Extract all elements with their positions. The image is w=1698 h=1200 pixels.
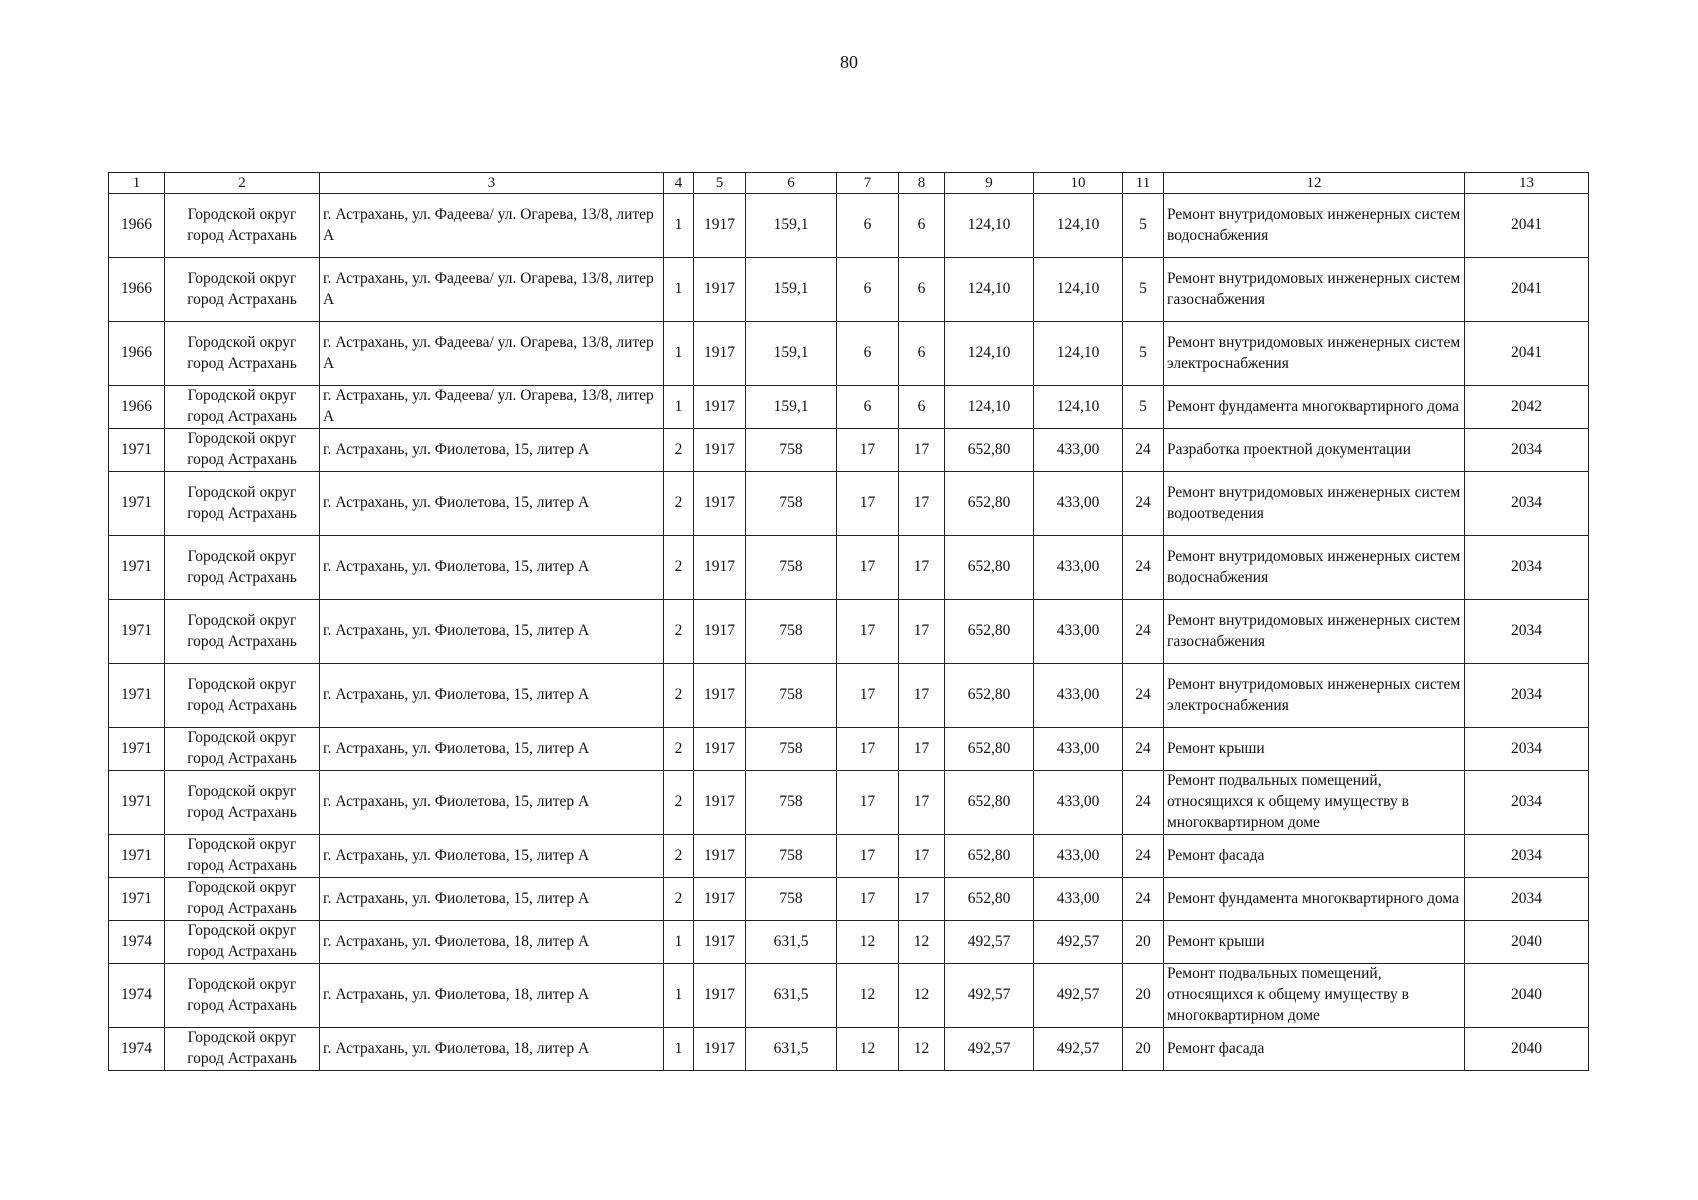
apartments-residential-cell: 12: [899, 921, 945, 964]
table-row: [109, 472, 1589, 536]
header-cell: 10: [1034, 173, 1123, 194]
building-count-cell: 1: [664, 258, 694, 322]
address-cell: г. Астрахань, ул. Фиолетова, 15, литер А: [320, 664, 664, 728]
table-row: [109, 258, 1589, 322]
building-count-cell: 2: [664, 771, 694, 835]
apartments-total-cell: 17: [837, 728, 899, 771]
header-cell: 7: [837, 173, 899, 194]
apartments-residential-cell: 6: [899, 322, 945, 386]
header-cell: 1: [109, 173, 165, 194]
residents-cell: 5: [1123, 258, 1164, 322]
apartments-residential-cell: 17: [899, 835, 945, 878]
apartments-residential-cell: 17: [899, 771, 945, 835]
residents-cell: 24: [1123, 600, 1164, 664]
residential-area-cell: 124,10: [945, 386, 1034, 429]
row-number-cell: 1971: [109, 472, 165, 536]
table-row: [109, 600, 1589, 664]
table-row: [109, 664, 1589, 728]
residential-area-cell: 652,80: [945, 664, 1034, 728]
residents-cell: 24: [1123, 536, 1164, 600]
apartments-total-cell: 17: [837, 536, 899, 600]
row-number-cell: 1971: [109, 664, 165, 728]
table-row: [109, 878, 1589, 921]
address-cell: г. Астрахань, ул. Фадеева/ ул. Огарева, 13/8, литер А: [320, 386, 664, 429]
residents-cell: 24: [1123, 771, 1164, 835]
municipality-cell: Городской округ город Астрахань: [165, 835, 320, 878]
residential-area-cell: 652,80: [945, 728, 1034, 771]
table-row: [109, 536, 1589, 600]
municipality-cell: Городской округ город Астрахань: [165, 771, 320, 835]
address-cell: г. Астрахань, ул. Фиолетова, 15, литер А: [320, 472, 664, 536]
planned-year-cell: 2034: [1465, 835, 1589, 878]
table-row: [109, 771, 1589, 835]
header-cell: 11: [1123, 173, 1164, 194]
apartments-residential-cell: 6: [899, 194, 945, 258]
residents-cell: 24: [1123, 878, 1164, 921]
apartments-residential-cell: 6: [899, 386, 945, 429]
work-type-cell: Ремонт внутридомовых инженерных систем водоотведения: [1164, 472, 1465, 536]
apartments-total-cell: 17: [837, 878, 899, 921]
total-area-cell: 758: [746, 835, 837, 878]
work-type-cell: Разработка проектной документации: [1164, 429, 1465, 472]
address-cell: г. Астрахань, ул. Фиолетова, 15, литер А: [320, 835, 664, 878]
planned-year-cell: 2034: [1465, 536, 1589, 600]
row-number-cell: 1971: [109, 600, 165, 664]
residential-area-cell: 124,10: [945, 322, 1034, 386]
residential-area-cell: 652,80: [945, 536, 1034, 600]
table-row: [109, 386, 1589, 429]
municipality-cell: Городской округ город Астрахань: [165, 921, 320, 964]
year-built-cell: 1917: [694, 386, 746, 429]
residents-cell: 5: [1123, 322, 1164, 386]
header-row: [109, 173, 1589, 194]
table-body: [109, 194, 1589, 1071]
municipality-cell: Городской округ город Астрахань: [165, 536, 320, 600]
residential-area-cell: 492,57: [945, 964, 1034, 1028]
year-built-cell: 1917: [694, 322, 746, 386]
capital-repair-table: [108, 172, 1589, 1071]
residents-cell: 24: [1123, 664, 1164, 728]
row-number-cell: 1971: [109, 728, 165, 771]
year-built-cell: 1917: [694, 728, 746, 771]
work-type-cell: Ремонт подвальных помещений, относящихся к общему имуществу в многоквартирном доме: [1164, 964, 1465, 1028]
table-row: [109, 728, 1589, 771]
private-area-cell: 124,10: [1034, 322, 1123, 386]
planned-year-cell: 2040: [1465, 1028, 1589, 1071]
address-cell: г. Астрахань, ул. Фиолетова, 15, литер А: [320, 429, 664, 472]
residential-area-cell: 652,80: [945, 600, 1034, 664]
planned-year-cell: 2034: [1465, 771, 1589, 835]
municipality-cell: Городской округ город Астрахань: [165, 472, 320, 536]
apartments-residential-cell: 12: [899, 964, 945, 1028]
apartments-residential-cell: 17: [899, 600, 945, 664]
year-built-cell: 1917: [694, 472, 746, 536]
building-count-cell: 2: [664, 728, 694, 771]
header-cell: 8: [899, 173, 945, 194]
planned-year-cell: 2042: [1465, 386, 1589, 429]
address-cell: г. Астрахань, ул. Фиолетова, 18, литер А: [320, 964, 664, 1028]
building-count-cell: 1: [664, 1028, 694, 1071]
year-built-cell: 1917: [694, 878, 746, 921]
work-type-cell: Ремонт фасада: [1164, 1028, 1465, 1071]
total-area-cell: 758: [746, 429, 837, 472]
residents-cell: 20: [1123, 964, 1164, 1028]
row-number-cell: 1966: [109, 386, 165, 429]
building-count-cell: 1: [664, 921, 694, 964]
residential-area-cell: 652,80: [945, 429, 1034, 472]
table-row: [109, 835, 1589, 878]
header-cell: 12: [1164, 173, 1465, 194]
planned-year-cell: 2041: [1465, 322, 1589, 386]
planned-year-cell: 2041: [1465, 194, 1589, 258]
residents-cell: 20: [1123, 921, 1164, 964]
table-row: [109, 1028, 1589, 1071]
municipality-cell: Городской округ город Астрахань: [165, 664, 320, 728]
total-area-cell: 758: [746, 771, 837, 835]
municipality-cell: Городской округ город Астрахань: [165, 194, 320, 258]
municipality-cell: Городской округ город Астрахань: [165, 600, 320, 664]
total-area-cell: 631,5: [746, 964, 837, 1028]
work-type-cell: Ремонт фасада: [1164, 835, 1465, 878]
total-area-cell: 159,1: [746, 258, 837, 322]
year-built-cell: 1917: [694, 536, 746, 600]
work-type-cell: Ремонт внутридомовых инженерных систем газоснабжения: [1164, 258, 1465, 322]
total-area-cell: 159,1: [746, 322, 837, 386]
residents-cell: 24: [1123, 472, 1164, 536]
municipality-cell: Городской округ город Астрахань: [165, 258, 320, 322]
residents-cell: 5: [1123, 386, 1164, 429]
address-cell: г. Астрахань, ул. Фиолетова, 18, литер А: [320, 1028, 664, 1071]
row-number-cell: 1966: [109, 258, 165, 322]
header-cell: 5: [694, 173, 746, 194]
building-count-cell: 1: [664, 964, 694, 1028]
apartments-total-cell: 17: [837, 472, 899, 536]
year-built-cell: 1917: [694, 964, 746, 1028]
table-row: [109, 429, 1589, 472]
year-built-cell: 1917: [694, 194, 746, 258]
apartments-total-cell: 6: [837, 194, 899, 258]
building-count-cell: 2: [664, 835, 694, 878]
municipality-cell: Городской округ город Астрахань: [165, 1028, 320, 1071]
planned-year-cell: 2041: [1465, 258, 1589, 322]
page-number: 80: [840, 52, 858, 72]
work-type-cell: Ремонт фундамента многоквартирного дома: [1164, 386, 1465, 429]
private-area-cell: 492,57: [1034, 964, 1123, 1028]
apartments-total-cell: 12: [837, 1028, 899, 1071]
residential-area-cell: 652,80: [945, 835, 1034, 878]
year-built-cell: 1917: [694, 258, 746, 322]
total-area-cell: 758: [746, 878, 837, 921]
private-area-cell: 433,00: [1034, 771, 1123, 835]
total-area-cell: 758: [746, 728, 837, 771]
apartments-total-cell: 12: [837, 921, 899, 964]
apartments-total-cell: 6: [837, 386, 899, 429]
planned-year-cell: 2034: [1465, 600, 1589, 664]
apartments-total-cell: 6: [837, 322, 899, 386]
apartments-total-cell: 6: [837, 258, 899, 322]
private-area-cell: 433,00: [1034, 600, 1123, 664]
municipality-cell: Городской округ город Астрахань: [165, 964, 320, 1028]
planned-year-cell: 2034: [1465, 664, 1589, 728]
municipality-cell: Городской округ город Астрахань: [165, 728, 320, 771]
address-cell: г. Астрахань, ул. Фиолетова, 15, литер А: [320, 771, 664, 835]
private-area-cell: 433,00: [1034, 536, 1123, 600]
row-number-cell: 1974: [109, 964, 165, 1028]
planned-year-cell: 2040: [1465, 964, 1589, 1028]
private-area-cell: 433,00: [1034, 472, 1123, 536]
year-built-cell: 1917: [694, 771, 746, 835]
apartments-total-cell: 17: [837, 771, 899, 835]
year-built-cell: 1917: [694, 664, 746, 728]
apartments-residential-cell: 17: [899, 472, 945, 536]
private-area-cell: 433,00: [1034, 728, 1123, 771]
building-count-cell: 1: [664, 386, 694, 429]
address-cell: г. Астрахань, ул. Фиолетова, 15, литер А: [320, 600, 664, 664]
table-row: [109, 322, 1589, 386]
building-count-cell: 2: [664, 600, 694, 664]
apartments-residential-cell: 17: [899, 728, 945, 771]
apartments-total-cell: 17: [837, 600, 899, 664]
residential-area-cell: 124,10: [945, 194, 1034, 258]
apartments-residential-cell: 17: [899, 536, 945, 600]
private-area-cell: 124,10: [1034, 386, 1123, 429]
table-row: [109, 964, 1589, 1028]
address-cell: г. Астрахань, ул. Фадеева/ ул. Огарева, 13/8, литер А: [320, 322, 664, 386]
address-cell: г. Астрахань, ул. Фиолетова, 15, литер А: [320, 536, 664, 600]
municipality-cell: Городской округ город Астрахань: [165, 386, 320, 429]
apartments-residential-cell: 17: [899, 878, 945, 921]
residential-area-cell: 652,80: [945, 771, 1034, 835]
work-type-cell: Ремонт фундамента многоквартирного дома: [1164, 878, 1465, 921]
row-number-cell: 1974: [109, 921, 165, 964]
address-cell: г. Астрахань, ул. Фадеева/ ул. Огарева, 13/8, литер А: [320, 258, 664, 322]
apartments-total-cell: 17: [837, 835, 899, 878]
residential-area-cell: 652,80: [945, 472, 1034, 536]
work-type-cell: Ремонт крыши: [1164, 921, 1465, 964]
private-area-cell: 433,00: [1034, 878, 1123, 921]
row-number-cell: 1971: [109, 878, 165, 921]
address-cell: г. Астрахань, ул. Фиолетова, 15, литер А: [320, 878, 664, 921]
work-type-cell: Ремонт внутридомовых инженерных систем водоснабжения: [1164, 536, 1465, 600]
apartments-residential-cell: 17: [899, 429, 945, 472]
residents-cell: 5: [1123, 194, 1164, 258]
private-area-cell: 433,00: [1034, 835, 1123, 878]
apartments-total-cell: 12: [837, 964, 899, 1028]
total-area-cell: 159,1: [746, 194, 837, 258]
building-count-cell: 1: [664, 322, 694, 386]
row-number-cell: 1971: [109, 771, 165, 835]
row-number-cell: 1971: [109, 536, 165, 600]
apartments-residential-cell: 6: [899, 258, 945, 322]
work-type-cell: Ремонт подвальных помещений, относящихся к общему имуществу в многоквартирном доме: [1164, 771, 1465, 835]
column-number-header: [109, 173, 1589, 194]
work-type-cell: Ремонт внутридомовых инженерных систем электроснабжения: [1164, 664, 1465, 728]
private-area-cell: 492,57: [1034, 921, 1123, 964]
residential-area-cell: 492,57: [945, 1028, 1034, 1071]
total-area-cell: 758: [746, 600, 837, 664]
year-built-cell: 1917: [694, 429, 746, 472]
building-count-cell: 2: [664, 664, 694, 728]
planned-year-cell: 2040: [1465, 921, 1589, 964]
municipality-cell: Городской округ город Астрахань: [165, 429, 320, 472]
work-type-cell: Ремонт внутридомовых инженерных систем водоснабжения: [1164, 194, 1465, 258]
total-area-cell: 758: [746, 536, 837, 600]
year-built-cell: 1917: [694, 600, 746, 664]
total-area-cell: 631,5: [746, 921, 837, 964]
building-count-cell: 2: [664, 472, 694, 536]
building-count-cell: 2: [664, 429, 694, 472]
private-area-cell: 433,00: [1034, 664, 1123, 728]
private-area-cell: 124,10: [1034, 258, 1123, 322]
work-type-cell: Ремонт крыши: [1164, 728, 1465, 771]
year-built-cell: 1917: [694, 1028, 746, 1071]
residential-area-cell: 492,57: [945, 921, 1034, 964]
apartments-residential-cell: 17: [899, 664, 945, 728]
row-number-cell: 1971: [109, 835, 165, 878]
year-built-cell: 1917: [694, 835, 746, 878]
private-area-cell: 492,57: [1034, 1028, 1123, 1071]
private-area-cell: 124,10: [1034, 194, 1123, 258]
residents-cell: 24: [1123, 835, 1164, 878]
address-cell: г. Астрахань, ул. Фадеева/ ул. Огарева, 13/8, литер А: [320, 194, 664, 258]
private-area-cell: 433,00: [1034, 429, 1123, 472]
residential-area-cell: 652,80: [945, 878, 1034, 921]
planned-year-cell: 2034: [1465, 472, 1589, 536]
municipality-cell: Городской округ город Астрахань: [165, 878, 320, 921]
apartments-residential-cell: 12: [899, 1028, 945, 1071]
row-number-cell: 1966: [109, 194, 165, 258]
table-row: [109, 194, 1589, 258]
planned-year-cell: 2034: [1465, 878, 1589, 921]
planned-year-cell: 2034: [1465, 728, 1589, 771]
residents-cell: 24: [1123, 728, 1164, 771]
total-area-cell: 758: [746, 472, 837, 536]
header-cell: 13: [1465, 173, 1589, 194]
residents-cell: 20: [1123, 1028, 1164, 1071]
apartments-total-cell: 17: [837, 429, 899, 472]
row-number-cell: 1966: [109, 322, 165, 386]
residents-cell: 24: [1123, 429, 1164, 472]
row-number-cell: 1974: [109, 1028, 165, 1071]
planned-year-cell: 2034: [1465, 429, 1589, 472]
apartments-total-cell: 17: [837, 664, 899, 728]
building-count-cell: 1: [664, 194, 694, 258]
building-count-cell: 2: [664, 536, 694, 600]
address-cell: г. Астрахань, ул. Фиолетова, 18, литер А: [320, 921, 664, 964]
total-area-cell: 159,1: [746, 386, 837, 429]
work-type-cell: Ремонт внутридомовых инженерных систем газоснабжения: [1164, 600, 1465, 664]
year-built-cell: 1917: [694, 921, 746, 964]
total-area-cell: 758: [746, 664, 837, 728]
row-number-cell: 1971: [109, 429, 165, 472]
work-type-cell: Ремонт внутридомовых инженерных систем электроснабжения: [1164, 322, 1465, 386]
address-cell: г. Астрахань, ул. Фиолетова, 15, литер А: [320, 728, 664, 771]
header-cell: 9: [945, 173, 1034, 194]
residential-area-cell: 124,10: [945, 258, 1034, 322]
header-cell: 2: [165, 173, 320, 194]
table-row: [109, 921, 1589, 964]
municipality-cell: Городской округ город Астрахань: [165, 322, 320, 386]
header-cell: 6: [746, 173, 837, 194]
header-cell: 3: [320, 173, 664, 194]
building-count-cell: 2: [664, 878, 694, 921]
header-cell: 4: [664, 173, 694, 194]
total-area-cell: 631,5: [746, 1028, 837, 1071]
